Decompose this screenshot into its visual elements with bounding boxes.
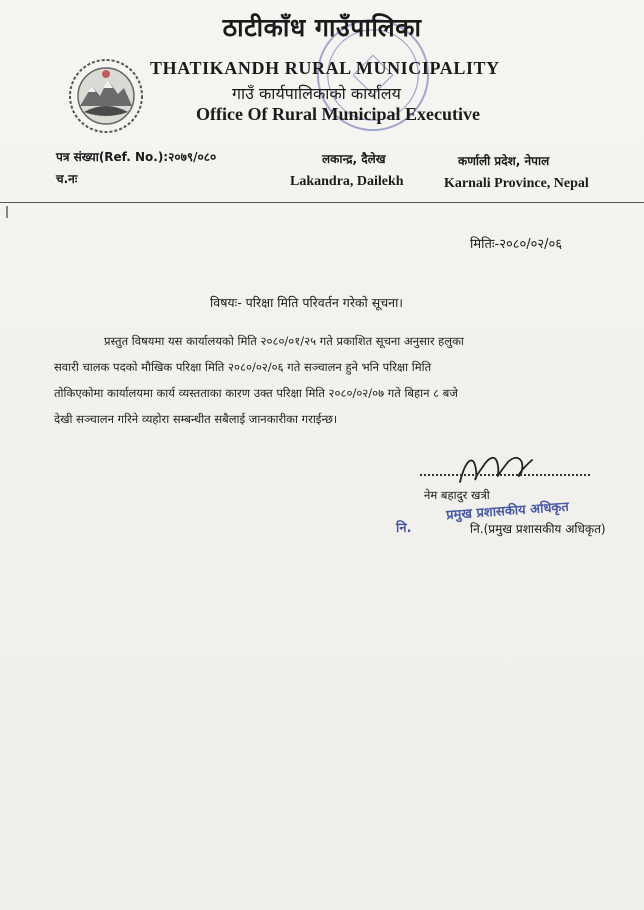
body-line-1: प्रस्तुत विषयमा यस कार्यालयको मिति २०८०/०१/२५ गते प्रकाशित सूचना अनुसार हलुका bbox=[104, 334, 464, 348]
ref-no-line bbox=[56, 148, 216, 165]
location-np: लकान्द्र, दैलेख bbox=[322, 152, 386, 166]
signatory-title: नि.(प्रमुख प्रशासकीय अधिकृत) bbox=[470, 522, 606, 536]
body-line-3: तोकिएकोमा कार्यालयमा कार्य व्यस्तताका कारण उक्त परिक्षा मिति २०८०/०२/०७ गते बिहान ८ बजे bbox=[54, 386, 458, 400]
margin-mark bbox=[6, 206, 8, 218]
signatory-stamp: प्रमुख प्रशासकीय अधिकृत bbox=[445, 499, 570, 524]
ref-no-value: २०७९/०८० bbox=[168, 150, 217, 164]
municipality-title-en: THATIKANDH RURAL MUNICIPALITY bbox=[150, 58, 500, 78]
letter-date: मितिः-२०८०/०२/०६ bbox=[470, 237, 563, 252]
ch-no-label: च.नः bbox=[56, 172, 78, 186]
signatory-name: नेम बहादुर खत्री bbox=[424, 488, 490, 502]
province-en: Karnali Province, Nepal bbox=[444, 176, 589, 191]
header-divider bbox=[0, 202, 644, 203]
office-name-np: गाउँ कार्यपालिकाको कार्यालय bbox=[232, 84, 401, 103]
handwritten-signature-icon bbox=[452, 448, 542, 488]
ref-no-label: पत्र संख्या(Ref. No.): bbox=[56, 150, 169, 164]
letter-subject: विषयः- परिक्षा मिति परिवर्तन गरेको सूचना। bbox=[210, 295, 404, 310]
municipality-title-np: ठाटीकाँध गाउँपालिका bbox=[222, 13, 422, 42]
signature-line bbox=[420, 474, 590, 476]
office-name-en: Office Of Rural Municipal Executive bbox=[196, 104, 480, 124]
signatory-stamp-prefix: नि. bbox=[396, 521, 412, 536]
body-line-2: सवारी चालक पदको मौखिक परिक्षा मिति २०८०/०२/०६ गते सञ्चालन हुने भनि परिक्षा मिति bbox=[54, 360, 432, 374]
body-line-4: देखी सञ्चालन गरिने व्यहोरा सम्बन्धीत सबैलाई जानकारीका गराईन्छ। bbox=[54, 412, 338, 426]
location-en: Lakandra, Dailekh bbox=[290, 174, 404, 189]
municipality-emblem-icon bbox=[66, 56, 146, 136]
province-np: कर्णाली प्रदेश, नेपाल bbox=[458, 154, 550, 168]
